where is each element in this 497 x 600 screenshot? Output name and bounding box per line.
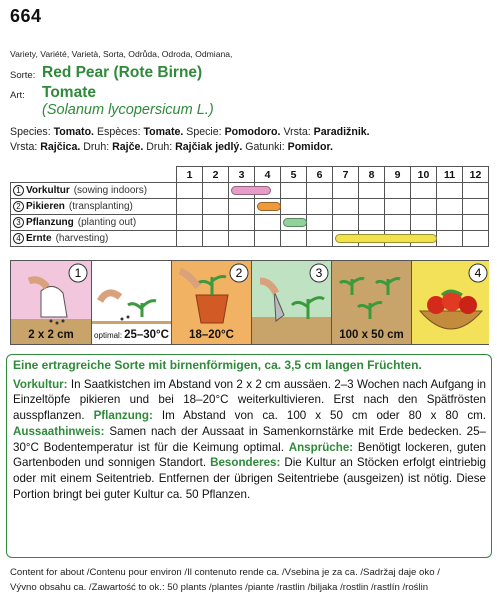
- badge-2: 2: [235, 266, 243, 280]
- caption-germination-value: 25–30°C: [124, 329, 169, 341]
- caption-plant-spacing: 100 x 50 cm: [339, 329, 404, 341]
- month-cell: [437, 199, 463, 215]
- sorte-label: Sorte:: [10, 70, 36, 81]
- species-value: Pomidor.: [287, 141, 333, 153]
- month-header: 2: [203, 167, 229, 183]
- species-label: Species:: [10, 126, 54, 138]
- section-text: Im Abstand von ca. 100 x 50 cm oder 80 x 80 cm.: [152, 409, 487, 423]
- caption-germination-temp: [92, 329, 171, 341]
- step-name: Vorkultur: [26, 185, 70, 197]
- calendar-corner: [11, 167, 177, 183]
- month-cell: [333, 183, 359, 199]
- section-key: Besonderes:: [210, 456, 281, 470]
- section-key: Ansprüche:: [288, 440, 354, 454]
- species-value: Tomate.: [143, 126, 184, 138]
- section-key: Aussaathinweis:: [13, 424, 105, 438]
- picture-sowing: [11, 261, 91, 344]
- month-header: 4: [255, 167, 281, 183]
- description-body: [13, 378, 486, 501]
- art-label: Art:: [10, 90, 25, 101]
- description-box: [6, 354, 492, 558]
- species-name: Tomate: [42, 84, 96, 101]
- month-cell: [437, 183, 463, 199]
- month-cell: [411, 199, 437, 215]
- month-header: 10: [411, 167, 437, 183]
- month-cell: [463, 215, 489, 231]
- species-value: Rajče.: [112, 141, 144, 153]
- month-cell: [437, 215, 463, 231]
- species-value: Pomodoro.: [224, 126, 281, 138]
- calendar-row: [11, 231, 489, 247]
- month-header: 5: [281, 167, 307, 183]
- step-translation: (sowing indoors): [73, 185, 148, 197]
- picture-planting-out: [251, 261, 331, 344]
- calendar-row: [11, 199, 489, 215]
- month-header: 6: [307, 167, 333, 183]
- month-cell: [229, 215, 255, 231]
- step-name: Pflanzung: [26, 217, 74, 229]
- step-number-icon: 3: [13, 217, 24, 228]
- month-cell: [281, 199, 307, 215]
- month-cell: [307, 183, 333, 199]
- month-cell: [437, 231, 463, 247]
- article-number: 664: [10, 6, 42, 26]
- month-cell: [229, 199, 255, 215]
- period-bar: [283, 218, 307, 227]
- species-label: Vrsta:: [10, 141, 41, 153]
- variety-name: Red Pear (Rote Birne): [42, 64, 203, 81]
- step-number-icon: 4: [13, 233, 24, 244]
- harvest-illustration: [412, 261, 489, 344]
- month-header: 3: [229, 167, 255, 183]
- step-translation: (transplanting): [68, 201, 133, 213]
- description-headline: Eine ertragreiche Sorte mit birnenförmigen, ca. 3,5 cm langen Früchten.: [13, 358, 422, 372]
- month-cell: [177, 183, 203, 199]
- month-cell: [177, 231, 203, 247]
- month-cell: [359, 215, 385, 231]
- picture-germination: [91, 261, 171, 344]
- month-cell: [463, 231, 489, 247]
- month-cell: [463, 199, 489, 215]
- step-translation: (planting out): [77, 217, 137, 229]
- section-key: Vorkultur:: [13, 377, 68, 391]
- month-header: 9: [385, 167, 411, 183]
- calendar-header: [11, 167, 489, 183]
- step-name: Ernte: [26, 233, 52, 245]
- month-cell: [359, 199, 385, 215]
- month-cell: [463, 183, 489, 199]
- period-bar: [231, 186, 271, 195]
- period-bar: [335, 234, 437, 243]
- calendar-row-label: [11, 199, 177, 215]
- species-value: Tomato.: [53, 126, 94, 138]
- section-text: Benötigt lockeren, guten Gartenboden und sonnigen Standort.: [13, 440, 486, 470]
- caption-optimal-prefix: optimal:: [94, 331, 123, 340]
- month-header: 1: [177, 167, 203, 183]
- month-cell: [307, 231, 333, 247]
- month-cell: [229, 231, 255, 247]
- month-cell: [333, 199, 359, 215]
- month-cell: [385, 199, 411, 215]
- section-text: Die Kultur an Stöcken erfolgt eintriebig oder mit einem Seitentrieb. Entfernen der übrigen Seitentriebe (ausgeizen) ist nötig. Diese Portion bringt bei guter Kultur ca. 50 Pflanzen.: [13, 456, 486, 501]
- step-name: Pikieren: [26, 201, 65, 213]
- calendar-row-label: [11, 215, 177, 231]
- month-cell: [281, 183, 307, 199]
- caption-transplant-temp: 18–20°C: [189, 329, 234, 341]
- month-cell: [203, 199, 229, 215]
- month-cell: [229, 183, 255, 199]
- species-label: Gatunki:: [245, 141, 288, 153]
- month-cell: [281, 231, 307, 247]
- month-header: 7: [333, 167, 359, 183]
- picture-harvest: [411, 261, 489, 344]
- month-cell: [385, 183, 411, 199]
- content-line-1: Content for about /Contenu pour environ /Il contenuto rende ca. /Vsebina je za ca. /Sadržaj daje oko /: [10, 567, 440, 578]
- instruction-pictures: [10, 260, 489, 345]
- calendar-row: [11, 215, 489, 231]
- step-translation: (harvesting): [55, 233, 109, 245]
- sowing-calendar: [10, 166, 489, 247]
- month-cell: [359, 183, 385, 199]
- month-cell: [333, 231, 359, 247]
- section-text: Samen nach der Aussaat in Samenkornstärke mit Erde bedecken. 25–30°C Bodentemperatur ist für die Keimung optimal.: [13, 424, 486, 454]
- species-value: Rajčica.: [40, 141, 81, 153]
- species-label: Druh:: [146, 141, 176, 153]
- month-cell: [411, 215, 437, 231]
- month-cell: [255, 231, 281, 247]
- month-cell: [177, 215, 203, 231]
- month-cell: [203, 215, 229, 231]
- month-cell: [255, 215, 281, 231]
- month-cell: [307, 215, 333, 231]
- species-value: Rajčiak jedlý.: [175, 141, 243, 153]
- step-number-icon: 2: [13, 201, 24, 212]
- month-cell: [307, 199, 333, 215]
- latin-name: (Solanum lycopersicum L.): [42, 102, 214, 118]
- picture-spacing: [331, 261, 411, 344]
- species-label: Vrsta:: [283, 126, 314, 138]
- month-cell: [255, 199, 281, 215]
- content-line-2: Vývno obsahu ca. /Zawartość to ok.: 50 plants /plantes /piante /rastlin /biljaka /rostlin /rastlín /roślin: [10, 582, 429, 593]
- month-header: 12: [463, 167, 489, 183]
- picture-transplant: [171, 261, 251, 344]
- calendar-row: [11, 183, 489, 199]
- calendar-row-label: [11, 183, 177, 199]
- month-cell: [203, 231, 229, 247]
- section-text: In Saatkistchen im Abstand von 2 x 2 cm aussäen. 2–3 Wochen nach Aufgang in Einzeltöpfe pikieren und bei 18–20°C weiterkultivieren. Erst nach den Spätfrösten ausspflanzen.: [13, 377, 486, 423]
- variety-line: Variety, Variété, Varietà, Sorta, Odrůda, Odroda, Odmiana,: [10, 49, 233, 59]
- calendar-row-label: [11, 231, 177, 247]
- month-header: 8: [359, 167, 385, 183]
- species-label: Druh:: [83, 141, 113, 153]
- species-line-2: [10, 141, 333, 153]
- month-cell: [203, 183, 229, 199]
- month-cell: [385, 215, 411, 231]
- species-value: Paradižnik.: [313, 126, 370, 138]
- caption-sowing-spacing: 2 x 2 cm: [28, 329, 74, 341]
- species-label: Espèces:: [96, 126, 144, 138]
- badge-4: 4: [474, 266, 482, 280]
- month-cell: [333, 215, 359, 231]
- species-label: Specie:: [186, 126, 225, 138]
- month-cell: [281, 215, 307, 231]
- planting-out-illustration: [252, 261, 331, 344]
- period-bar: [257, 202, 281, 211]
- badge-1: 1: [74, 266, 82, 280]
- section-key: Pflanzung:: [93, 409, 153, 423]
- month-cell: [177, 199, 203, 215]
- month-header: 11: [437, 167, 463, 183]
- step-number-icon: 1: [13, 185, 24, 196]
- month-cell: [411, 183, 437, 199]
- badge-3: 3: [315, 266, 323, 280]
- species-line-1: [10, 126, 370, 138]
